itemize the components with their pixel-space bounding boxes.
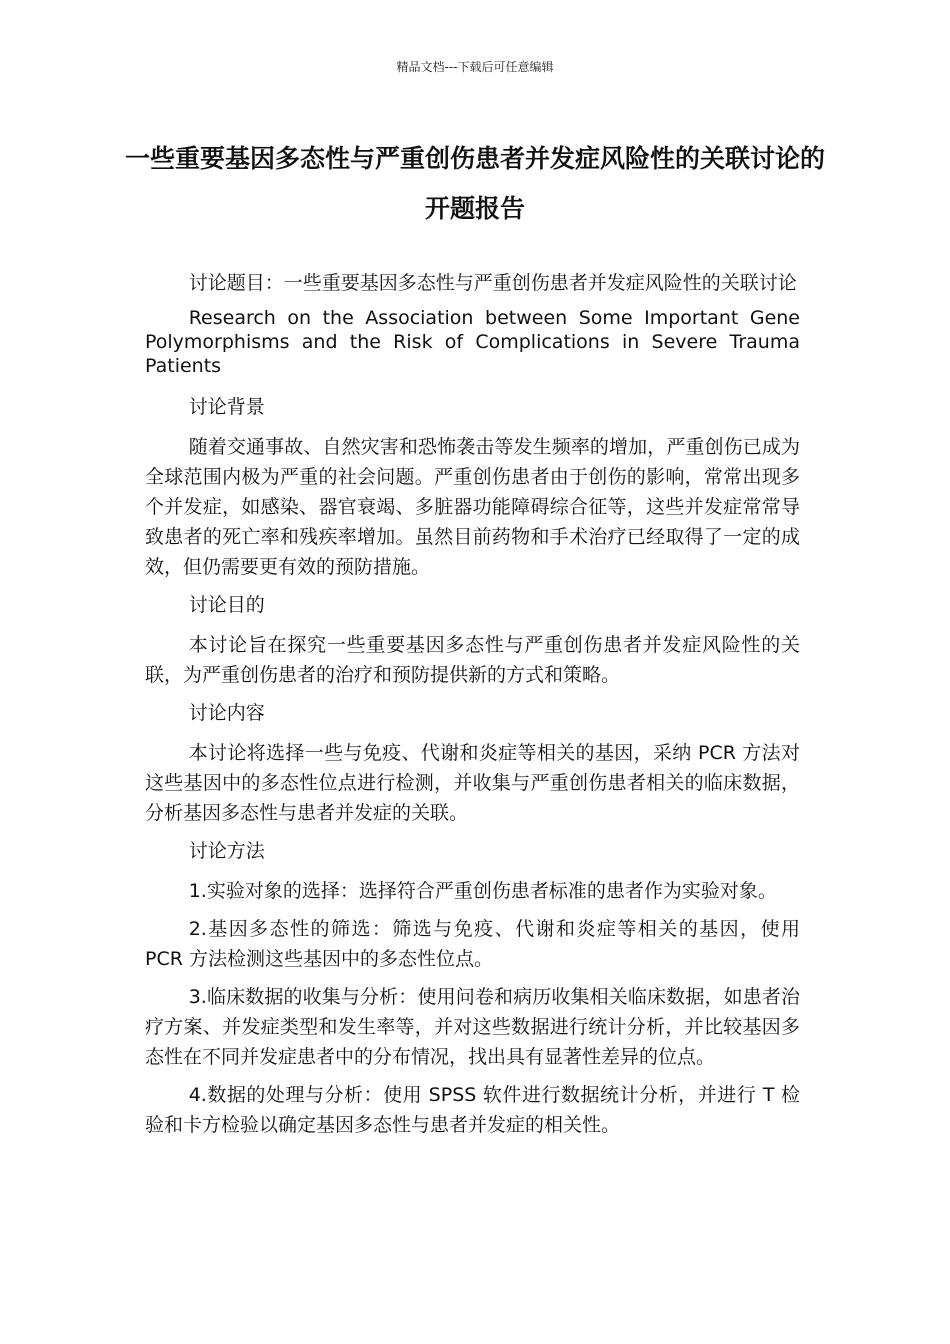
topic-paragraph: 讨论题目：一些重要基因多态性与严重创伤患者并发症风险性的关联讨论: [188, 272, 797, 294]
background-paragraph: 随着交通事故、自然灾害和恐怖袭击等发生频率的增加，严重创伤已成为全球范围内极为严重的社会问题。严重创伤患者由于创伤的影响，常常出现多个并发症，如感染、器官衰竭、多脏器功能障碍综合征等，这些并发症常常导致患者的死亡率和残疾率增加。虽然目前药物和手术治疗已经取得了一定的成效，但仍需要更有效的预防措施。: [145, 436, 800, 578]
document-body: [145, 268, 800, 1148]
background-heading: 讨论背景: [188, 396, 265, 418]
method-heading: 讨论方法: [188, 840, 265, 862]
content-paragraph: 本讨论将选择一些与免疫、代谢和炎症等相关的基因，采纳 PCR 方法对这些基因中的多态性位点进行检测，并收集与严重创伤患者相关的临床数据，分析基因多态性与患者并发症的关联。: [145, 742, 800, 824]
method-item-3: 3.临床数据的收集与分析：使用问卷和病历收集相关临床数据，如患者治疗方案、并发症类型和发生率等，并对这些数据进行统计分析，并比较基因多态性在不同并发症患者中的分布情况，找出具有显著性差异的位点。: [145, 986, 800, 1068]
purpose-heading: 讨论目的: [188, 594, 265, 616]
purpose-paragraph: 本讨论旨在探究一些重要基因多态性与严重创伤患者并发症风险性的关联，为严重创伤患者的治疗和预防提供新的方式和策略。: [145, 634, 800, 686]
english-title-paragraph: Research on the Association between Some Important Gene Polymorphisms and the Risk of Complications in Severe Trauma Patients: [145, 307, 800, 377]
method-item-1: 1.实验对象的选择：选择符合严重创伤患者标准的患者作为实验对象。: [188, 880, 777, 902]
method-item-2: 2.基因多态性的筛选：筛选与免疫、代谢和炎症等相关的基因，使用 PCR 方法检测这些基因中的多态性位点。: [145, 918, 800, 970]
header-note: 精品文档---下载后可任意编辑: [396, 60, 554, 74]
document-title: 一些重要基因多态性与严重创伤患者并发症风险性的关联讨论的开题报告: [124, 144, 825, 223]
method-item-4: 4.数据的处理与分析：使用 SPSS 软件进行数据统计分析，并进行 T 检验和卡方检验以确定基因多态性与患者并发症的相关性。: [145, 1084, 800, 1136]
content-heading: 讨论内容: [188, 702, 265, 724]
